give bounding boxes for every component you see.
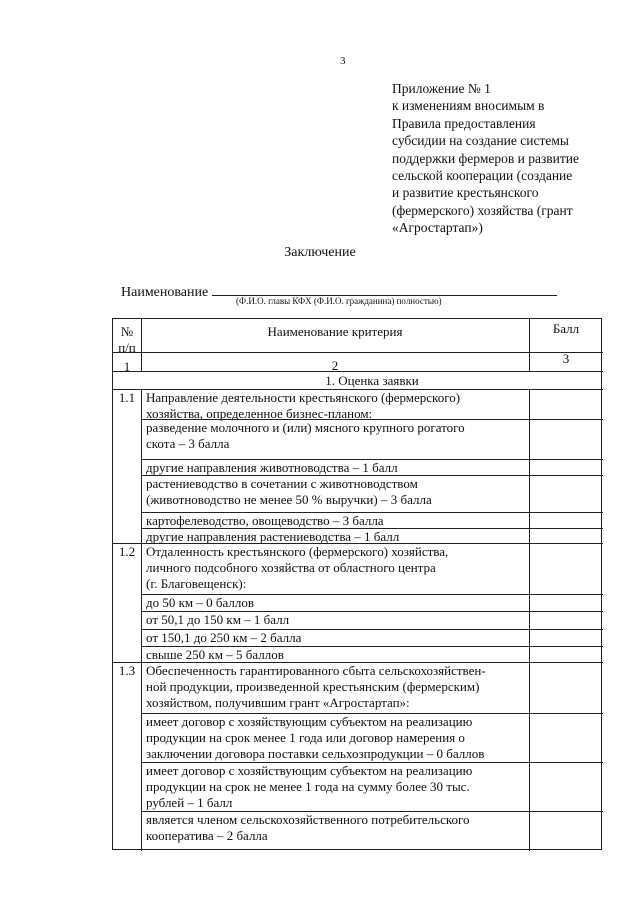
criterion-text-line: личного подсобного хозяйства от областного центра [146,560,436,575]
row-divider [141,713,603,714]
criterion-text-line: кооператива – 2 балла [146,828,268,843]
name-label: Наименование [121,285,209,300]
criterion-text-line: рублей – 1 балл [146,795,233,810]
appendix-header [392,80,622,237]
section-title: 1. Оценка заявки [325,373,419,388]
criterion-text-line: от 50,1 до 150 км – 1 балл [146,612,290,627]
row-divider [113,543,603,544]
row-divider [113,662,603,663]
row-divider [141,475,603,476]
row-divider [141,459,603,460]
row-divider [141,611,603,612]
criterion-text-line: от 150,1 до 250 км – 2 балла [146,630,302,645]
criteria-table [112,318,602,850]
criterion-text-line: (г. Благовещенск): [146,576,247,591]
appendix-line: поддержки фермеров и развитие [392,150,580,166]
criterion-number: 1.2 [118,544,136,559]
criterion-text-line: до 50 км – 0 баллов [146,595,255,610]
criterion-text-line: разведение молочного и (или) мясного крупного рогатого [146,420,465,435]
row-divider [141,512,603,513]
row-divider [141,646,603,647]
row-divider [141,762,603,763]
criterion-text-line: картофелеводство, овощеводство – 3 балла [146,513,384,528]
col-number-1: 1 [123,359,131,374]
criterion-number: 1.3 [118,663,136,678]
criterion-text-line: хозяйством, получившим грант «Агростартап»: [146,695,410,710]
col-number-2: 2 [331,358,339,373]
name-underline [212,283,557,296]
row-divider [141,811,603,812]
appendix-line: к изменениям вносимым в [392,98,545,114]
criterion-text-line: имеет договор с хозяйствующим субъектом на реализацию [146,714,473,729]
document-title: Заключение [284,245,356,260]
criterion-text-line: другие направления животноводства – 1 балл [146,460,398,475]
row-divider [113,371,603,372]
col-number-3: 3 [562,351,570,366]
criterion-text-line: продукции на срок не менее 1 года на сумму более 30 тыс. [146,779,470,794]
appendix-line: сельской кооперации (создание [392,168,573,184]
appendix-line: и развитие крестьянского [392,185,539,201]
appendix-line: (фермерского) хозяйства (грант [392,202,573,218]
criterion-number: 1.1 [118,390,136,405]
criterion-text-line: является членом сельскохозяйственного потребительского [146,812,470,827]
row-divider [141,419,603,420]
criterion-text-line: Обеспеченность гарантированного сбыта сельскохозяйствен- [146,663,486,678]
header-num-line2: п/п [118,339,136,355]
header-num [113,324,141,355]
page-number: 3 [340,55,346,67]
criterion-text-line: имеет договор с хозяйствующим субъектом на реализацию [146,763,473,778]
header-num-line1: № [120,324,134,339]
criterion-text-line: продукции на срок менее 1 года или договор намерения о [146,730,465,745]
header-score: Балл [552,321,580,336]
criterion-text-line: (животноводство не менее 50 % выручки) – 3 балла [146,492,432,507]
criterion-text-line: заключении договора поставки сельхозпродукции – 0 баллов [146,746,485,761]
criterion-text-line: скота – 3 балла [146,436,230,451]
column-divider [141,319,142,371]
column-divider [529,319,530,371]
criterion-text-line: Отдаленность крестьянского (фермерского) хозяйства, [146,544,449,559]
row-divider [141,594,603,595]
criterion-text-line: ной продукции, произведенной крестьянским (фермерским) [146,679,480,694]
header-criterion: Наименование критерия [267,324,403,339]
appendix-line: «Агростартап») [392,220,483,236]
criterion-text-line: другие направления растениеводства – 1 балл [146,529,400,544]
criterion-text-line: Направление деятельности крестьянского (фермерского) [146,390,461,405]
criterion-text-line: растениеводство в сочетании с животноводством [146,476,418,491]
criterion-text-line: хозяйства, определенное бизнес-планом: [146,406,373,421]
appendix-line: Правила предоставления [392,115,536,131]
criterion-text-line: свыше 250 км – 5 баллов [146,647,284,662]
row-divider [141,528,603,529]
row-divider [141,629,603,630]
name-hint: (Ф.И.О. главы КФХ (Ф.И.О. гражданина) полностью) [236,296,442,306]
appendix-line: Приложение № 1 [392,81,491,96]
appendix-line: субсидии на создание системы [392,133,569,149]
